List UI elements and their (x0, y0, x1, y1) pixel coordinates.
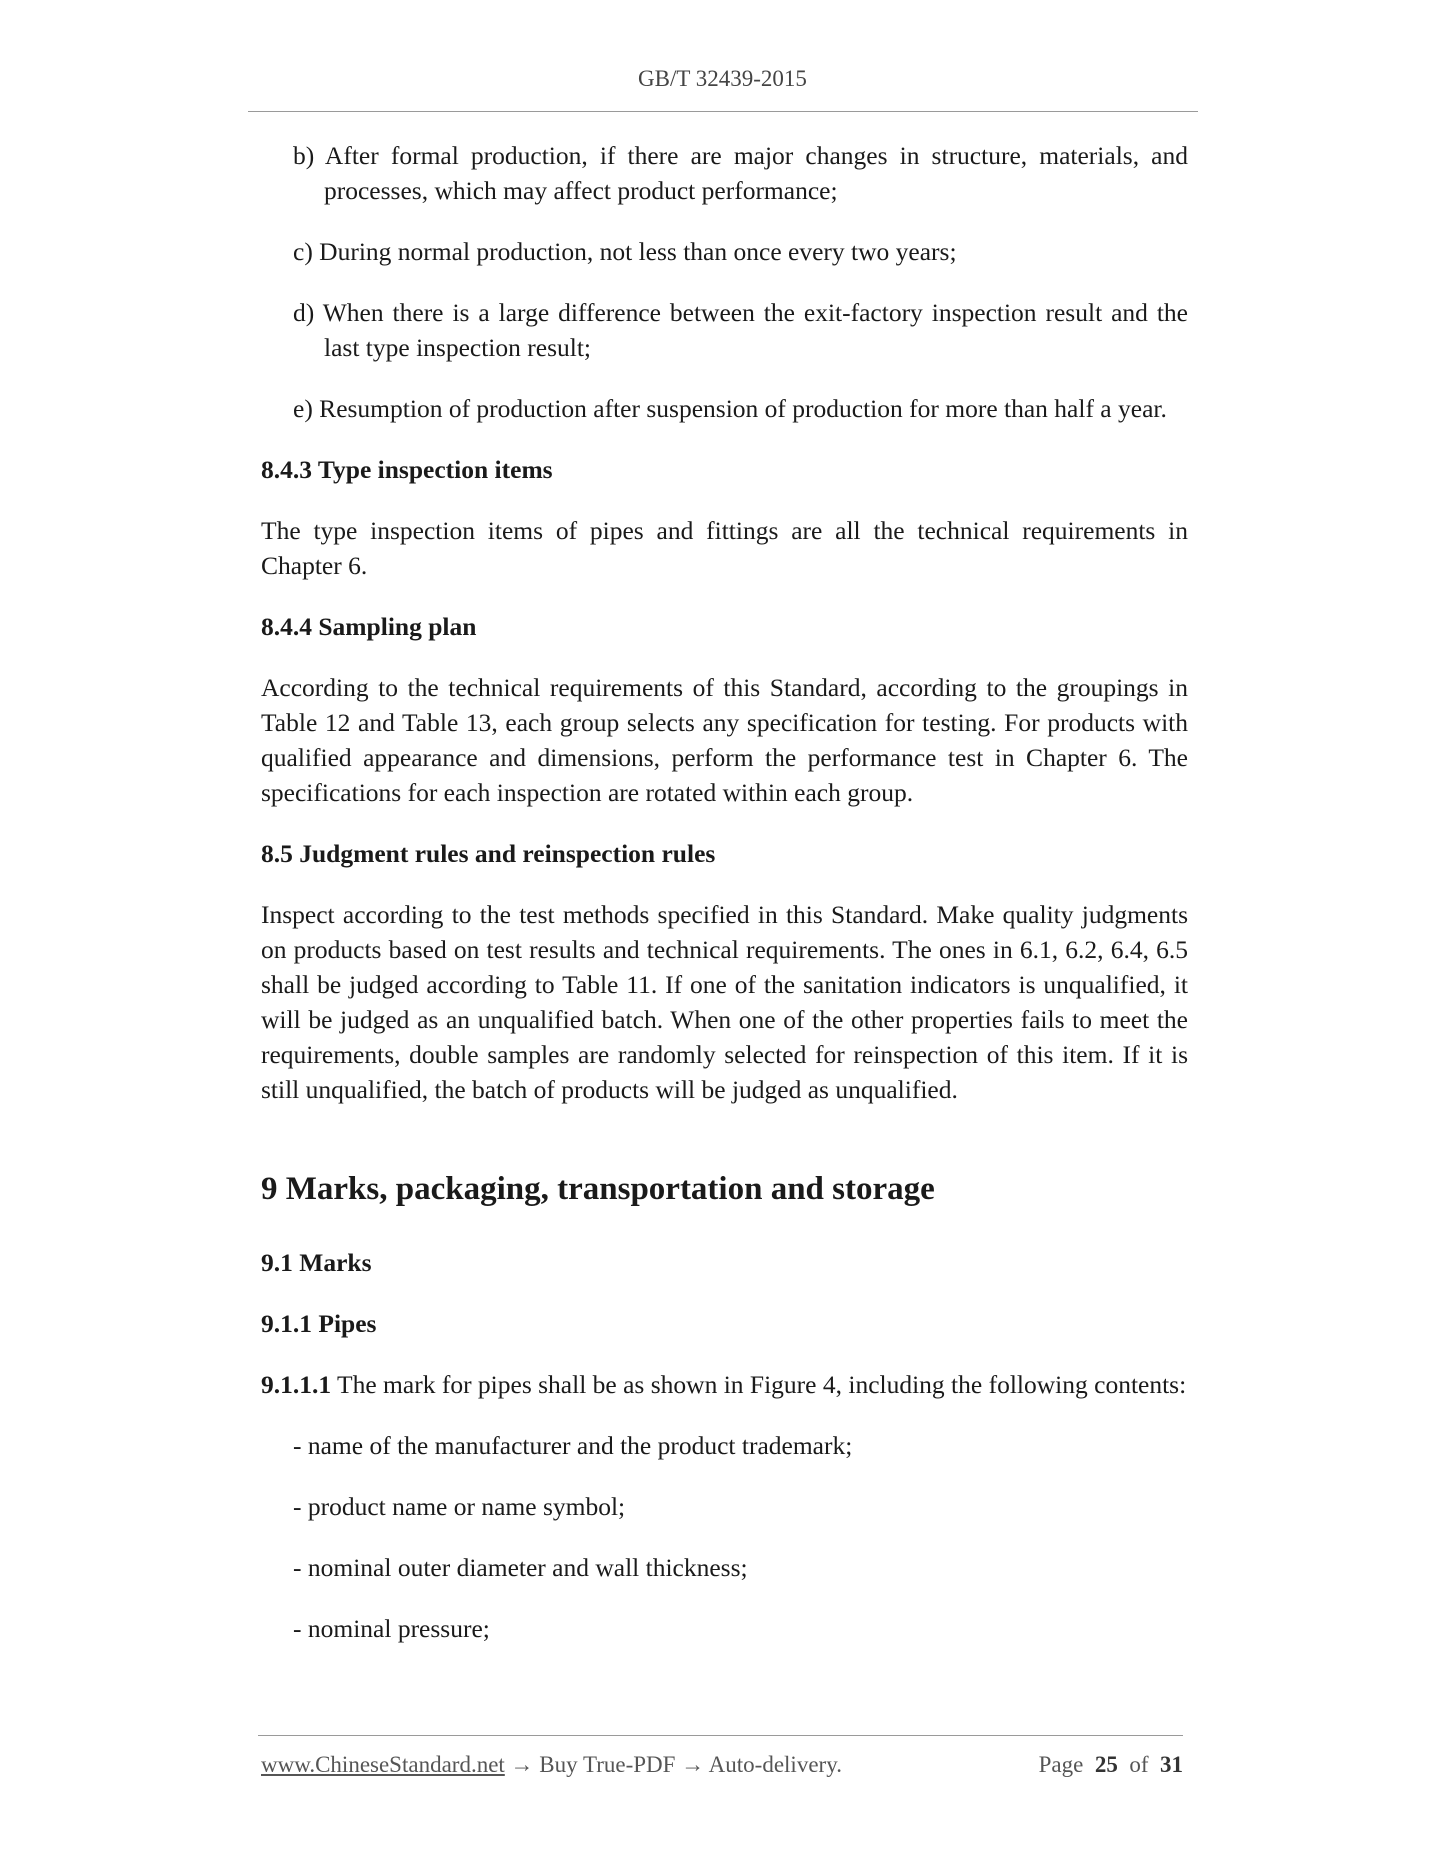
page-footer (261, 1752, 1183, 1778)
paragraph-8-5: Inspect according to the test methods specified in this Standard. Make quality judgments on products based on test results and technical requirements. The ones in 6.1, 6.2, 6.4, 6.5 shall be judged according to Table 11. If one of the sanitation indicators is unqualified, it will be judged as an unqualified batch. When one of the other properties fails to meet the requirements, double samples are randomly selected for reinspection of this item. If it is still unqualified, the batch of products will be judged as unqualified. (261, 900, 1188, 1104)
dash-item-diameter: - nominal outer diameter and wall thickness; (293, 1553, 748, 1582)
document-body (261, 138, 1188, 1672)
section-heading-8-4-3: 8.4.3 Type inspection items (261, 455, 553, 484)
buy-text: Buy True-PDF (539, 1752, 676, 1777)
dash-item-product-name: - product name or name symbol; (293, 1492, 626, 1521)
clause-text: The mark for pipes shall be as shown in Figure 4, including the following contents: (331, 1370, 1187, 1399)
clause-number: 9.1.1.1 (261, 1370, 332, 1399)
section-heading-8-5: 8.5 Judgment rules and reinspection rules (261, 839, 716, 868)
list-item-e: e) Resumption of production after suspension of production for more than half a year. (293, 394, 1167, 423)
section-heading-9-1-1: 9.1.1 Pipes (261, 1309, 377, 1338)
header-divider (248, 111, 1198, 112)
paragraph-8-4-4: According to the technical requirements of this Standard, according to the groupings in Table 12 and Table 13, each group selects any specification for testing. For products with qualified appearance and dimensions, perform the performance test in Chapter 6. The specifications for each inspection are rotated within each group. (261, 673, 1188, 807)
website-link[interactable]: www.ChineseStandard.net (261, 1752, 505, 1777)
paragraph-9-1-1-1 (261, 1367, 1188, 1402)
current-page: 25 (1094, 1752, 1118, 1777)
footer-promo (261, 1752, 842, 1778)
delivery-text: Auto-delivery. (708, 1752, 842, 1777)
list-item-c: c) During normal production, not less than once every two years; (293, 237, 957, 266)
section-heading-9-1: 9.1 Marks (261, 1248, 372, 1277)
dash-item-pressure: - nominal pressure; (293, 1614, 490, 1643)
arrow-icon: → (675, 1752, 709, 1777)
paragraph-8-4-3: The type inspection items of pipes and fittings are all the technical requirements in Chapter 6. (261, 516, 1188, 580)
total-pages: 31 (1160, 1752, 1183, 1777)
list-item-d: d) When there is a large difference between the exit-factory inspection result and the last type inspection result; (293, 298, 1188, 362)
arrow-icon: → (504, 1752, 540, 1777)
footer-divider (258, 1735, 1183, 1736)
page-indicator: Page 25 of 31 (1038, 1752, 1183, 1777)
document-header: GB/T 32439-2015 (638, 66, 807, 91)
section-heading-8-4-4: 8.4.4 Sampling plan (261, 612, 477, 641)
dash-item-manufacturer: - name of the manufacturer and the product trademark; (293, 1431, 853, 1460)
chapter-heading-9: 9 Marks, packaging, transportation and storage (261, 1171, 935, 1207)
list-item-b: b) After formal production, if there are major changes in structure, materials, and processes, which may affect product performance; (293, 141, 1188, 205)
